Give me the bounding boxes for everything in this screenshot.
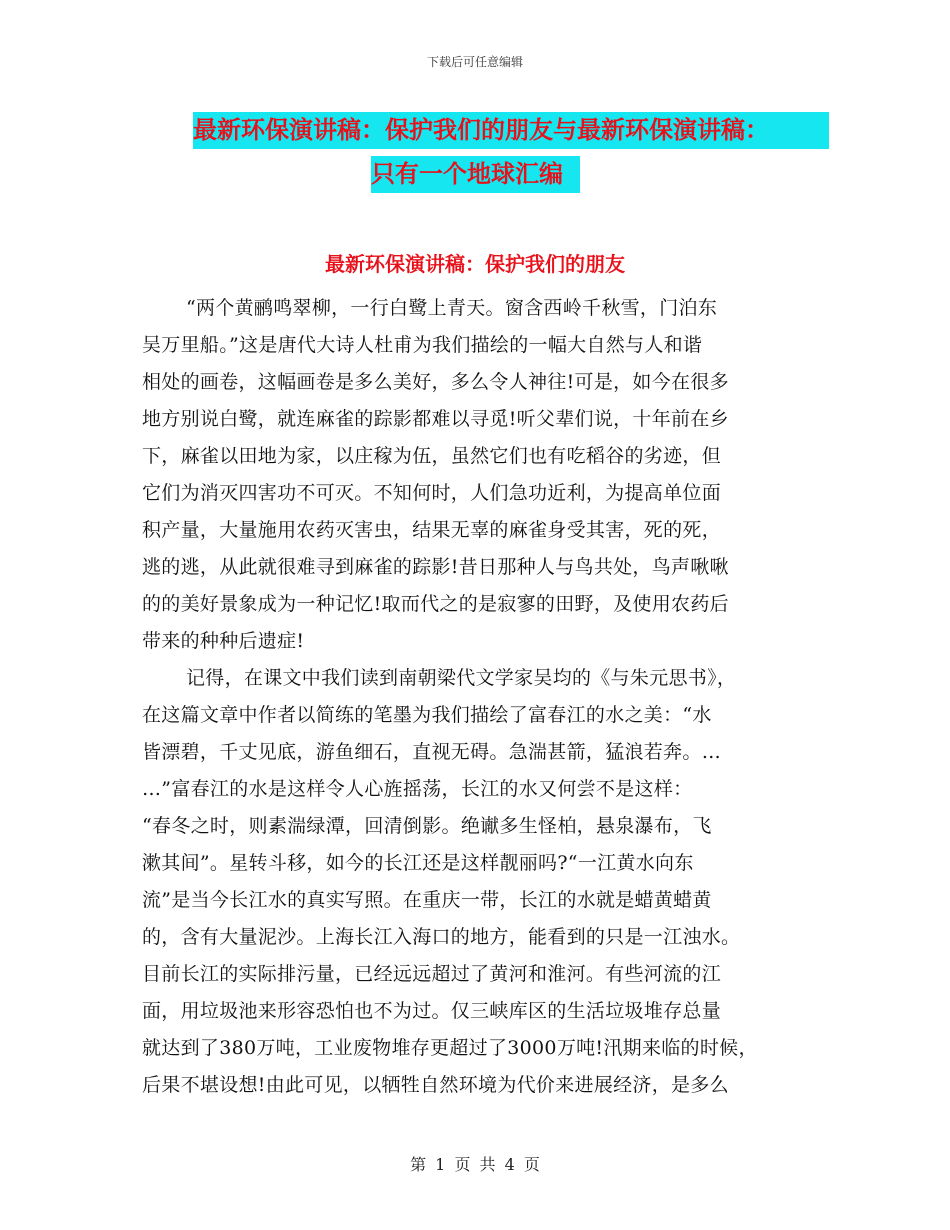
body-line: 目前长江的实际排污量，已经远远超过了黄河和淮河。有些河流的江	[142, 963, 722, 985]
body-line: 就达到了380万吨，工业废物堆存更超过了3000万吨!汛期来临的时候，	[142, 1037, 758, 1059]
body-line: …”富春江的水是这样令人心旌摇荡，长江的水又何尝不是这样：	[142, 778, 693, 800]
body-line: 的的美好景象成为一种记忆!取而代之的是寂寥的田野，及使用农药后	[142, 593, 729, 615]
body-text	[142, 290, 812, 1104]
body-line: 的，含有大量泥沙。上海长江入海口的地方，能看到的只是一江浊水。	[142, 926, 741, 948]
section-title: 最新环保演讲稿：保护我们的朋友	[325, 252, 625, 276]
body-line: 逃的逃，从此就很难寻到麻雀的踪影!昔日那种人与鸟共处，鸟声啾啾	[142, 556, 729, 578]
body-line: 记得，在课文中我们读到南朝梁代文学家吴均的《与朱元思书》，	[186, 667, 737, 689]
body-line: 皆漂碧，千丈见底，游鱼细石，直视无碍。急湍甚箭，猛浪若奔。…	[142, 741, 722, 763]
body-line: 积产量，大量施用农药灭害虫，结果无辜的麻雀身受其害，死的死，	[142, 519, 722, 541]
page-number-footer: 第 1 页 共 4 页	[410, 1155, 540, 1174]
body-line: 它们为消灭四害功不可灭。不知何时，人们急功近利，为提高单位面	[142, 482, 722, 504]
body-line: 在这篇文章中作者以简练的笔墨为我们描绘了富春江的水之美：“水	[142, 704, 712, 726]
body-line: 漱其间”。星转斗移，如今的长江还是这样靓丽吗?“一江黄水向东	[142, 852, 694, 874]
document-title-line-2: 只有一个地球汇编	[371, 156, 580, 193]
body-line: 下，麻雀以田地为家，以庄稼为伍，虽然它们也有吃稻谷的劣迹，但	[142, 445, 722, 467]
document-title-line-1: 最新环保演讲稿：保护我们的朋友与最新环保演讲稿：	[193, 112, 829, 149]
body-line: 相处的画卷，这幅画卷是多么美好，多么令人神往!可是，如今在很多	[142, 371, 729, 393]
body-line: 吴万里船。”这是唐代大诗人杜甫为我们描绘的一幅大自然与人和谐	[142, 334, 703, 356]
body-line: “两个黄鹂鸣翠柳，一行白鹭上青天。窗含西岭千秋雪，门泊东	[186, 297, 718, 319]
body-line: 流”是当今长江水的真实写照。在重庆一带，长江的水就是蜡黄蜡黄	[142, 889, 712, 911]
body-line: “春冬之时，则素湍绿潭，回清倒影。绝谳多生怪柏，悬泉瀑布，飞	[142, 815, 712, 837]
body-line: 带来的种种后遗症!	[142, 630, 305, 652]
header-note: 下载后可任意编辑	[426, 55, 523, 69]
body-line: 地方别说白鹭，就连麻雀的踪影都难以寻觅!听父辈们说，十年前在乡	[142, 408, 729, 430]
body-line: 后果不堪设想!由此可见，以牺牲自然环境为代价来进展经济，是多么	[142, 1074, 729, 1096]
body-line: 面，用垃圾池来形容恐怕也不为过。仅三峡库区的生活垃圾堆存总量	[142, 1000, 722, 1022]
